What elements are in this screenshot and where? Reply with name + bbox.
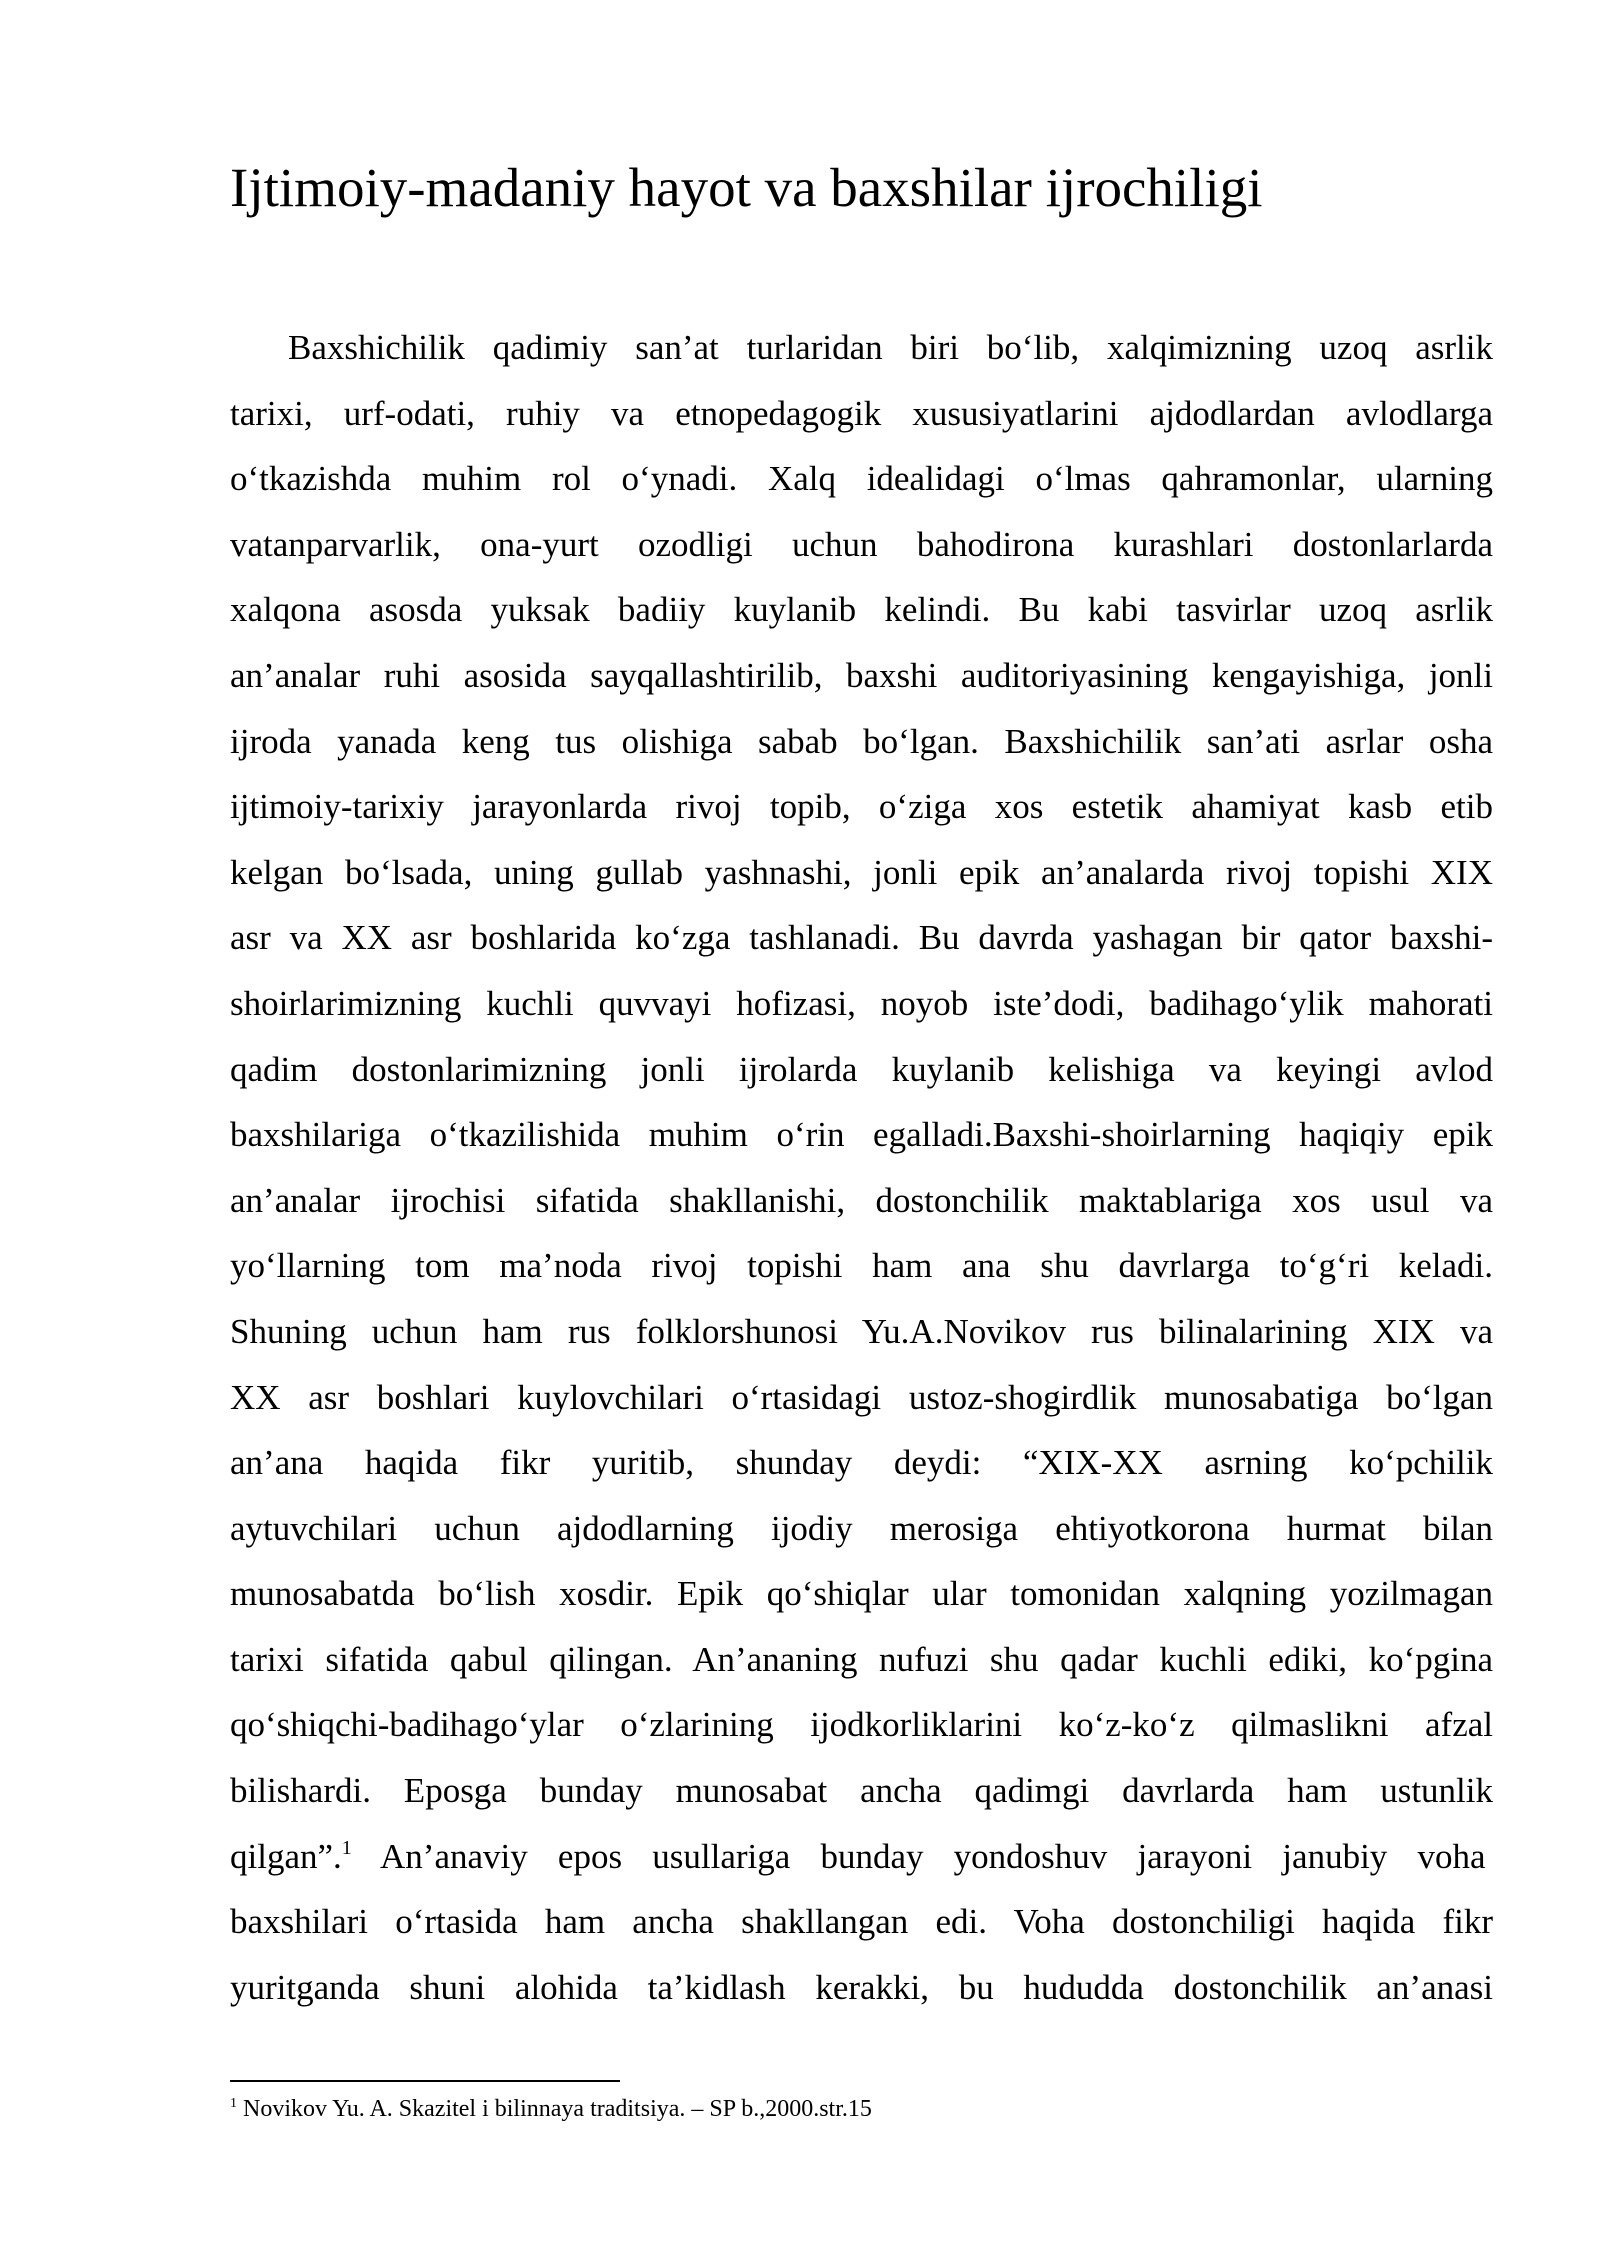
body-line: aytuvchilari uchun ajdodlarning ijodiy merosiga ehtiyotkorona hurmat bilan: [230, 1508, 1493, 1548]
body-line: an’analar ruhi asosida sayqallashtirilib, baxshi auditoriyasining kengayishiga, jonli: [230, 655, 1493, 695]
footnote-text: Novikov Yu. A. Skazitel i bilinnaya traditsiya. – SP b.,2000.str.15: [237, 2096, 872, 2122]
body-line-with-footnote-ref: [230, 1824, 1493, 1890]
body-line: kelgan bo‘lsada, uning gullab yashnashi, jonli epik an’analarda rivoj topishi XIX: [230, 852, 1493, 892]
footnote-marker: 1: [230, 2096, 237, 2111]
body-line: o‘tkazishda muhim rol o‘ynadi. Xalq idealidagi o‘lmas qahramonlar, ularning: [230, 459, 1493, 499]
page-title: Ijtimoiy-madaniy hayot va baxshilar ijrochiligi: [230, 157, 1263, 218]
body-line: tarixi, urf-odati, ruhiy va etnopedagogik xususiyatlarini ajdodlardan avlodlarga: [230, 393, 1493, 433]
body-line: ijroda yanada keng tus olishiga sabab bo‘lgan. Baxshichilik san’ati asrlar osha: [230, 721, 1493, 761]
footnote: [230, 2092, 872, 2126]
body-text: [230, 315, 1493, 2020]
body-line: yuritganda shuni alohida ta’kidlash kerakki, bu hududda dostonchilik an’anasi: [230, 1967, 1493, 2007]
body-line: an’ana haqida fikr yuritib, shunday deydi: “XIX-XX asrning ko‘pchilik: [230, 1443, 1493, 1483]
footnote-separator: [230, 2080, 620, 2082]
body-line: an’analar ijrochisi sifatida shakllanishi, dostonchilik maktablariga xos usul va: [230, 1180, 1493, 1220]
body-line: vatanparvarlik, ona-yurt ozodligi uchun bahodirona kurashlari dostonlarlarda: [230, 524, 1493, 564]
body-line: baxshilari o‘rtasida ham ancha shakllangan edi. Voha dostonchiligi haqida fikr: [230, 1902, 1493, 1942]
body-line: xalqona asosda yuksak badiiy kuylanib kelindi. Bu kabi tasvirlar uzoq asrlik: [230, 590, 1493, 630]
body-line: tarixi sifatida qabul qilingan. An’ananing nufuzi shu qadar kuchli ediki, ko‘pgina: [230, 1639, 1493, 1679]
body-line: Baxshichilik qadimiy san’at turlaridan biri bo‘lib, xalqimizning uzoq asrlik: [288, 328, 1493, 367]
footnote-reference: 1: [341, 1836, 352, 1859]
body-line: qo‘shiqchi-badihago‘ylar o‘zlarining ijodkorliklarini ko‘z-ko‘z qilmaslikni afzal: [230, 1705, 1493, 1745]
body-line-tail: An’anaviy epos usullariga bunday yondoshuv jarayoni janubiy voha: [351, 1836, 1486, 1876]
body-line: baxshilariga o‘tkazilishida muhim o‘rin egalladi.Baxshi-shoirlarning haqiqiy epik: [230, 1115, 1493, 1155]
body-line: yo‘llarning tom ma’noda rivoj topishi ham ana shu davrlarga to‘g‘ri keladi.: [230, 1246, 1493, 1286]
body-line: bilishardi. Eposga bunday munosabat ancha qadimgi davrlarda ham ustunlik: [230, 1771, 1493, 1811]
body-line: qadim dostonlarimizning jonli ijrolarda kuylanib kelishiga va keyingi avlod: [230, 1049, 1493, 1089]
body-line-head: qilgan”.: [230, 1836, 342, 1876]
body-line: XX asr boshlari kuylovchilari o‘rtasidagi ustoz-shogirdlik munosabatiga bo‘lgan: [230, 1377, 1493, 1417]
body-line: ijtimoiy-tarixiy jarayonlarda rivoj topib, o‘ziga xos estetik ahamiyat kasb etib: [230, 787, 1493, 827]
body-line: Shuning uchun ham rus folklorshunosi Yu.A.Novikov rus bilinalarining XIX va: [230, 1311, 1493, 1351]
body-line: shoirlarimizning kuchli quvvayi hofizasi, noyob iste’dodi, badihago‘ylik mahorati: [230, 983, 1493, 1023]
body-line: asr va XX asr boshlarida ko‘zga tashlanadi. Bu davrda yashagan bir qator baxshi-: [230, 918, 1493, 958]
body-line: munosabatda bo‘lish xosdir. Epik qo‘shiqlar ular tomonidan xalqning yozilmagan: [230, 1574, 1493, 1614]
